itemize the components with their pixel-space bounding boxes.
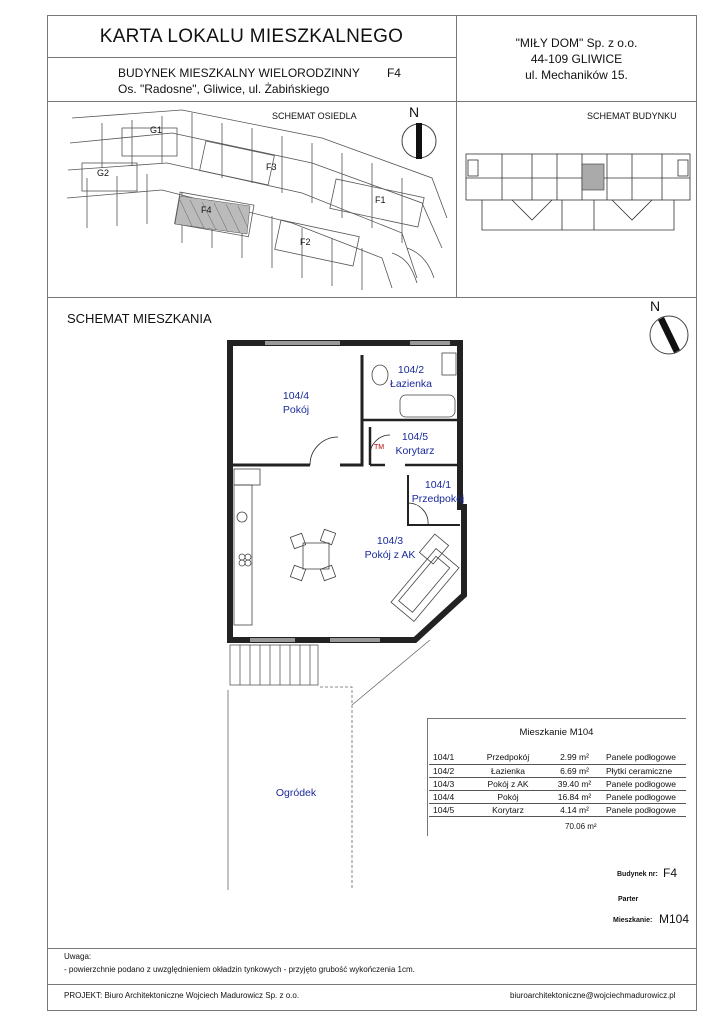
- footer-divider-2: [47, 984, 697, 985]
- tm-label: TM: [374, 444, 385, 451]
- building-plan-title: SCHEMAT BUDYNKU: [587, 111, 677, 121]
- row-id: 104/1: [429, 751, 469, 764]
- row-name: Przedpokój: [469, 751, 547, 764]
- room-number: 104/1: [424, 479, 452, 491]
- building-number-value: F4: [663, 866, 678, 880]
- row-name: Pokój z AK: [469, 777, 547, 790]
- plans-divider: [47, 297, 697, 298]
- site-label-f2: F2: [300, 237, 311, 247]
- room-number: 104/3: [376, 535, 404, 547]
- row-area: 39.40 m²: [547, 777, 602, 790]
- table-row: [429, 751, 686, 764]
- row-id: 104/5: [429, 803, 469, 816]
- building-plan-drawing: [462, 150, 694, 240]
- compass-icon-2: [646, 312, 692, 358]
- row-name: Pokój: [469, 790, 547, 803]
- company-name: "MIŁY DOM" Sp. z o.o.: [515, 36, 638, 50]
- building-code: F4: [386, 66, 401, 80]
- site-label-g1: G1: [150, 125, 163, 135]
- room-name: Pokój: [282, 404, 310, 416]
- site-label-f4: F4: [201, 205, 212, 215]
- north-label-2: N: [650, 298, 661, 314]
- project-credit: PROJEKT: Biuro Architektoniczne Wojciech Madurowicz Sp. z o.o.: [64, 991, 300, 1000]
- site-label-f1: F1: [375, 195, 386, 205]
- card-title: KARTA LOKALU MIESZKALNEGO: [99, 26, 404, 47]
- building-number-label: Budynek nr:: [617, 871, 658, 878]
- table-row: [429, 790, 686, 803]
- site-label-f3: F3: [266, 162, 277, 172]
- area-table-title: Mieszkanie M104: [519, 727, 594, 738]
- site-plan-drawing: [62, 108, 452, 293]
- building-line: BUDYNEK MIESZKALNY WIELORODZINNY: [118, 66, 360, 80]
- room-104-1-label: [410, 478, 466, 506]
- garden-label: Ogródek: [275, 787, 317, 799]
- row-finish: Panele podłogowe: [602, 751, 686, 764]
- apartment-plan-title: SCHEMAT MIESZKANIA: [67, 311, 212, 326]
- row-name: Korytarz: [469, 803, 547, 816]
- row-id: 104/2: [429, 764, 469, 777]
- area-table: [429, 751, 686, 817]
- row-id: 104/3: [429, 777, 469, 790]
- room-104-3-label: [360, 534, 420, 562]
- room-104-5-label: [390, 430, 440, 458]
- note-title: Uwaga:: [64, 952, 92, 961]
- apartment-compass: [644, 298, 694, 360]
- building-description: [118, 66, 401, 80]
- compass-icon: [399, 121, 439, 161]
- building-address: Os. "Radosne", Gliwice, ul. Żabińskiego: [118, 82, 330, 96]
- room-104-2-label: [386, 363, 436, 391]
- room-number: 104/5: [401, 431, 429, 443]
- row-area: 4.14 m²: [547, 803, 602, 816]
- site-label-g2: G2: [97, 168, 110, 178]
- area-total: 70.06 m²: [565, 822, 597, 831]
- row-finish: Płytki ceramiczne: [602, 764, 686, 777]
- row-area: 2.99 m²: [547, 751, 602, 764]
- row-area: 6.69 m²: [547, 764, 602, 777]
- note-text: - powierzchnie podano z uwzględnieniem okładzin tynkowych - przyjęto grubość wykończenia 1cm.: [64, 965, 415, 974]
- apartment-number-label: Mieszkanie:: [613, 917, 653, 924]
- row-finish: Panele podłogowe: [602, 790, 686, 803]
- title-underline: [47, 57, 456, 58]
- company-postal: 44-109 GLIWICE: [530, 52, 623, 66]
- footer-divider: [47, 948, 697, 949]
- table-row: [429, 803, 686, 816]
- table-row: [429, 777, 686, 790]
- company-street: ul. Mechaników 15.: [525, 68, 628, 82]
- row-id: 104/4: [429, 790, 469, 803]
- room-name: Korytarz: [395, 445, 435, 457]
- contact-email: biuroarchitektoniczne@wojciechmadurowicz.pl: [510, 991, 676, 1000]
- room-name: Pokój z AK: [364, 549, 416, 561]
- room-name: Przedpokój: [411, 493, 465, 505]
- room-number: 104/4: [282, 390, 310, 402]
- row-finish: Panele podłogowe: [602, 803, 686, 816]
- north-label: N: [409, 104, 420, 120]
- room-number: 104/2: [397, 364, 425, 376]
- apartment-number-value: M104: [659, 912, 690, 926]
- site-compass: [399, 104, 439, 164]
- site-plan-title: SCHEMAT OSIEDLA: [272, 111, 357, 121]
- room-name: Łazienka: [389, 378, 433, 390]
- row-name: Łazienka: [469, 764, 547, 777]
- header-divider: [47, 101, 697, 102]
- room-104-4-label: [272, 389, 320, 417]
- row-finish: Panele podłogowe: [602, 777, 686, 790]
- row-area: 16.84 m²: [547, 790, 602, 803]
- floor-label: Parter: [618, 896, 639, 903]
- table-row: [429, 764, 686, 777]
